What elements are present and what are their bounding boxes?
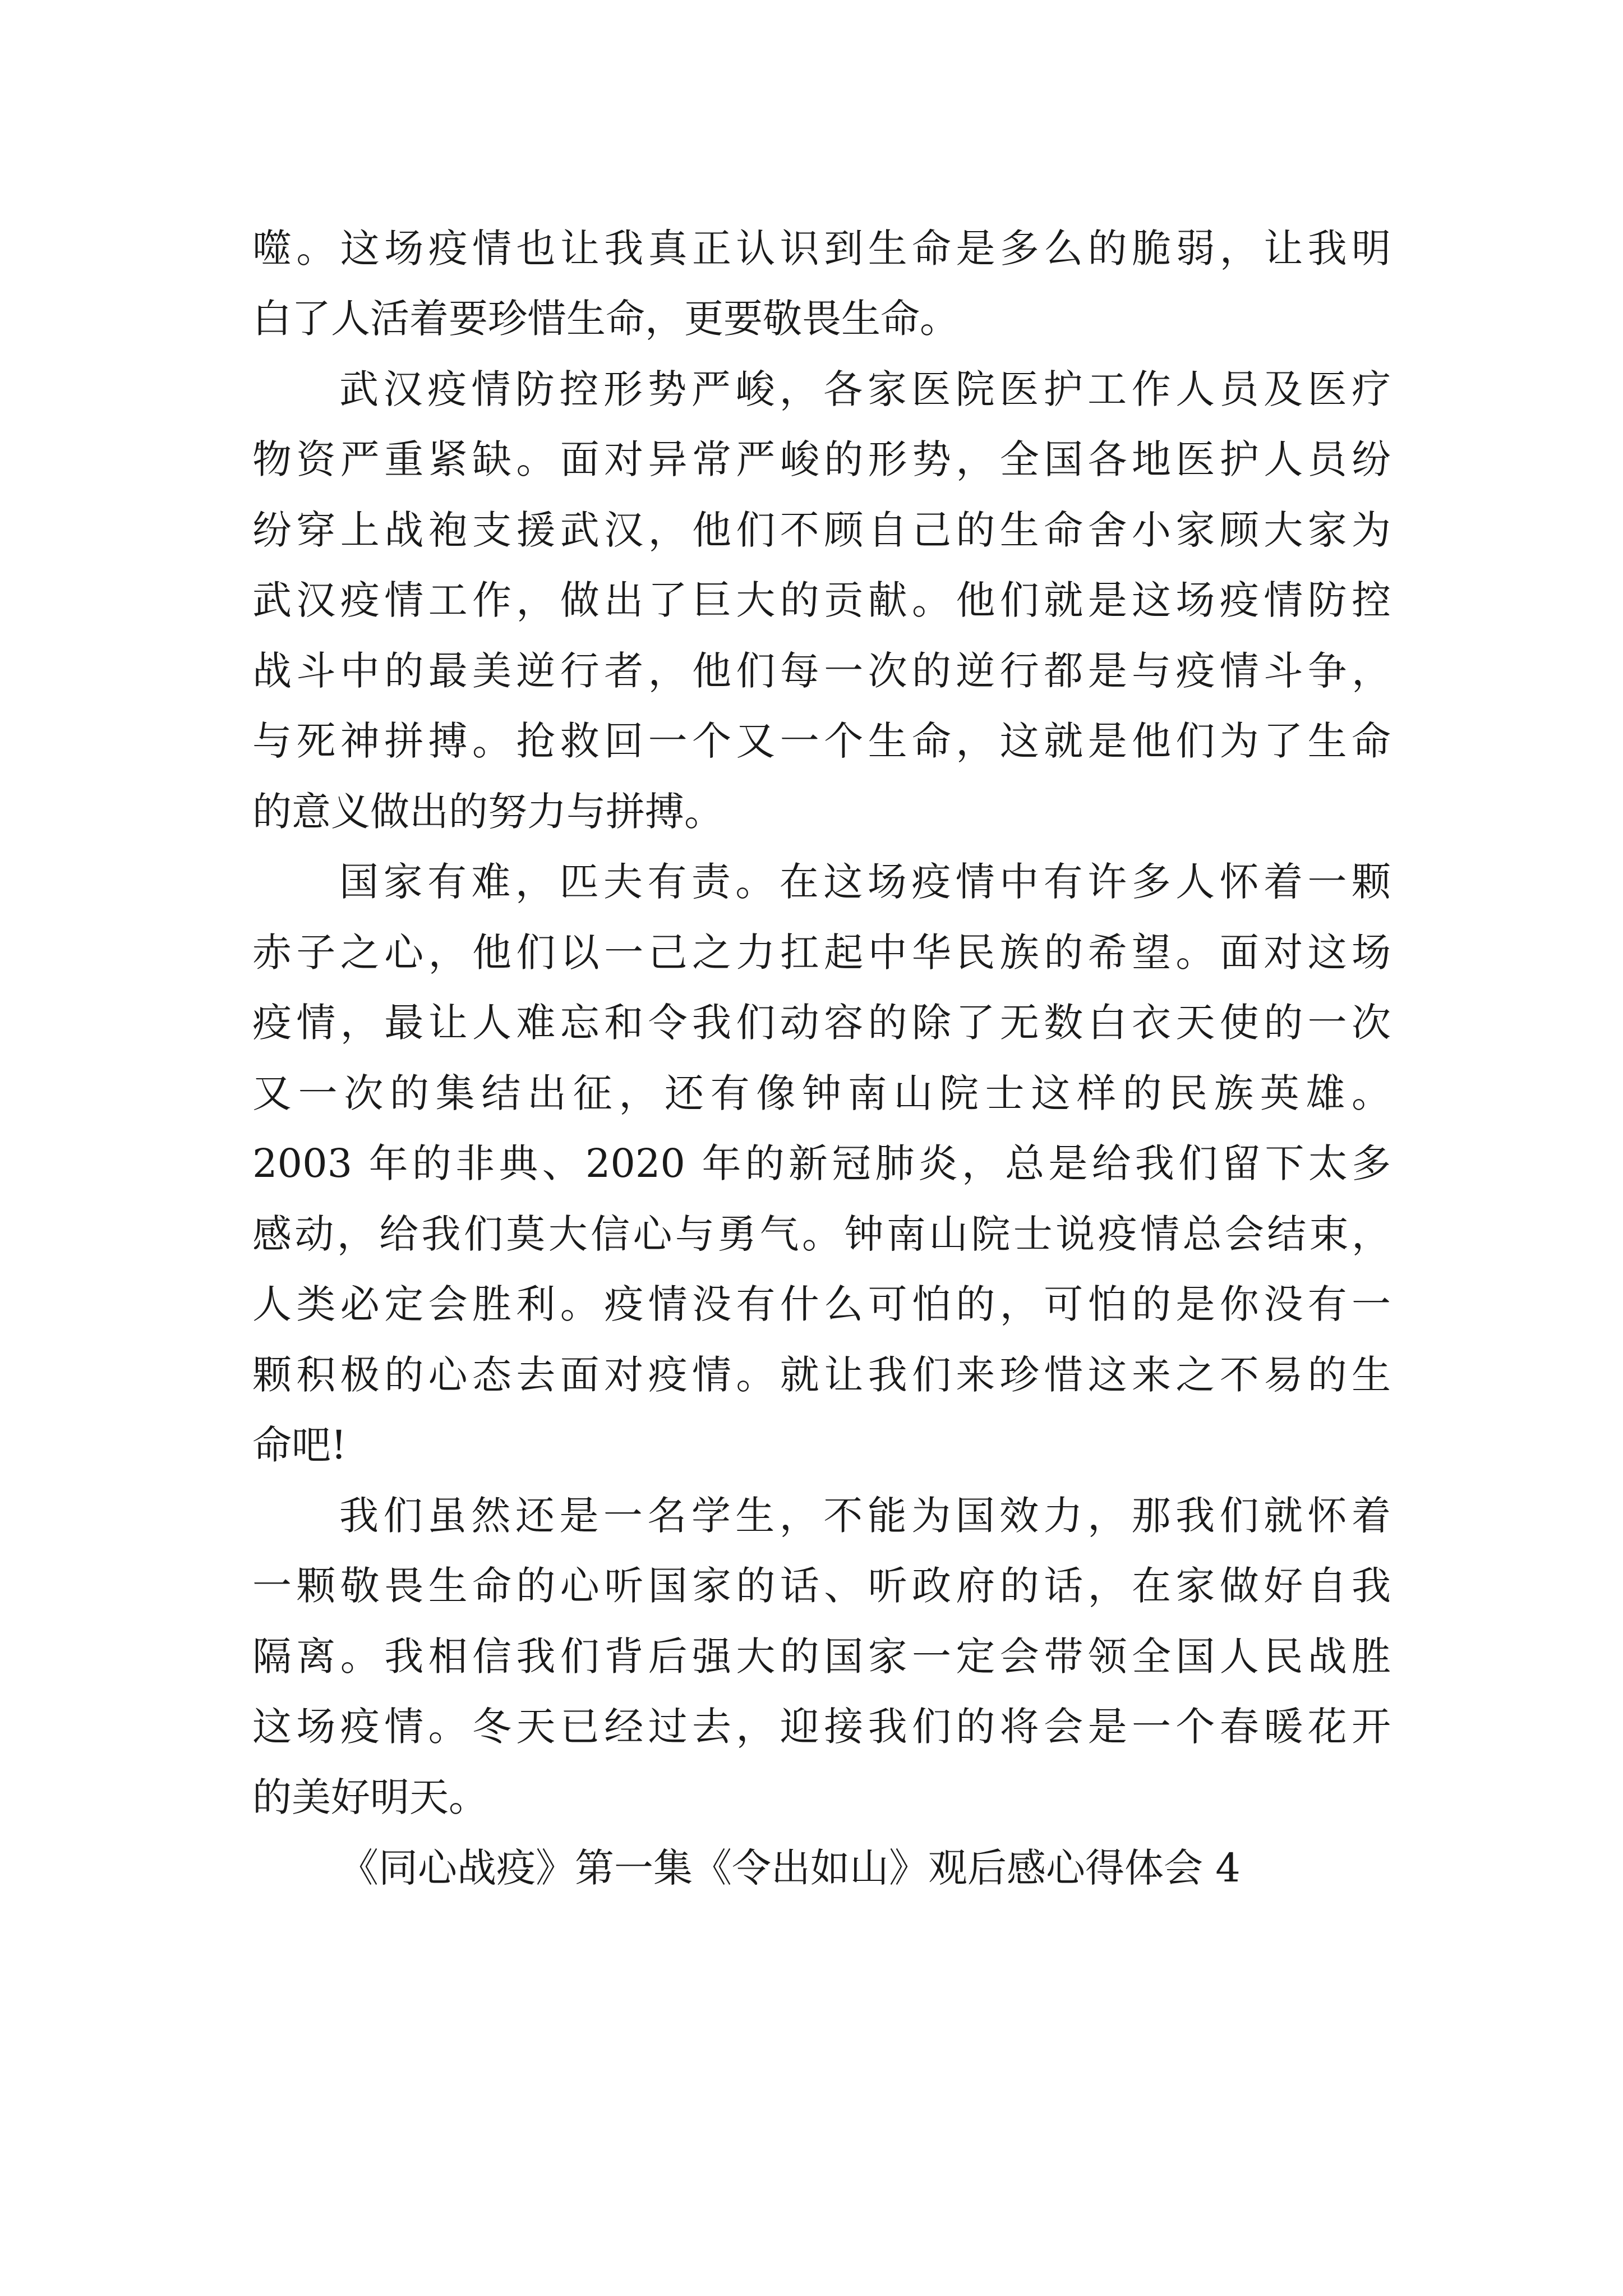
- text-line: 这场疫情。冬天已经过去，迎接我们的将会是一个春暖花开: [252, 1704, 1391, 1750]
- text-line: 国家有难，匹夫有责。在这场疫情中有许多人怀着一颗: [339, 859, 1391, 905]
- text-line: 战斗中的最美逆行者，他们每一次的逆行都是与疫情斗争，: [252, 648, 1391, 694]
- text-line: 又一次的集结出征，还有像钟南山院士这样的民族英雄。: [252, 1070, 1391, 1116]
- text-line: 武汉疫情工作，做出了巨大的贡献。他们就是这场疫情防控: [252, 577, 1391, 623]
- text-line: 2003 年的非典、2020 年的新冠肺炎，总是给我们留下太多: [252, 1140, 1391, 1186]
- text-line: 的意义做出的努力与拼搏。: [252, 789, 723, 835]
- text-line: 颗积极的心态去面对疫情。就让我们来珍惜这来之不易的生: [252, 1352, 1391, 1398]
- text-line: 武汉疫情防控形势严峻，各家医院医护工作人员及医疗: [339, 366, 1391, 412]
- text-line: 与死神拼搏。抢救回一个又一个生命，这就是他们为了生命: [252, 718, 1391, 764]
- section-heading: 《同心战疫》第一集《令出如山》观后感心得体会 4: [339, 1845, 1241, 1891]
- text-line: 命吧!: [252, 1422, 347, 1468]
- text-line: 赤子之心，他们以一己之力扛起中华民族的希望。面对这场: [252, 930, 1391, 976]
- text-line: 噬。这场疫情也让我真正认识到生命是多么的脆弱，让我明: [252, 226, 1391, 272]
- text-line: 一颗敬畏生命的心听国家的话、听政府的话，在家做好自我: [252, 1563, 1391, 1609]
- text-line: 白了人活着要珍惜生命，更要敬畏生命。: [252, 296, 959, 342]
- text-line: 疫情，最让人难忘和令我们动容的除了无数白衣天使的一次: [252, 1000, 1391, 1046]
- text-line: 隔离。我相信我们背后强大的国家一定会带领全国人民战胜: [252, 1634, 1391, 1680]
- text-line: 我们虽然还是一名学生，不能为国效力，那我们就怀着: [339, 1493, 1391, 1539]
- text-line: 物资严重紧缺。面对异常严峻的形势，全国各地医护人员纷: [252, 436, 1391, 482]
- text-line: 感动，给我们莫大信心与勇气。钟南山院士说疫情总会结束，: [252, 1211, 1391, 1257]
- text-line: 纷穿上战袍支援武汉，他们不顾自己的生命舍小家顾大家为: [252, 507, 1391, 553]
- text-line: 人类必定会胜利。疫情没有什么可怕的，可怕的是你没有一: [252, 1281, 1391, 1327]
- text-line: 的美好明天。: [252, 1774, 488, 1820]
